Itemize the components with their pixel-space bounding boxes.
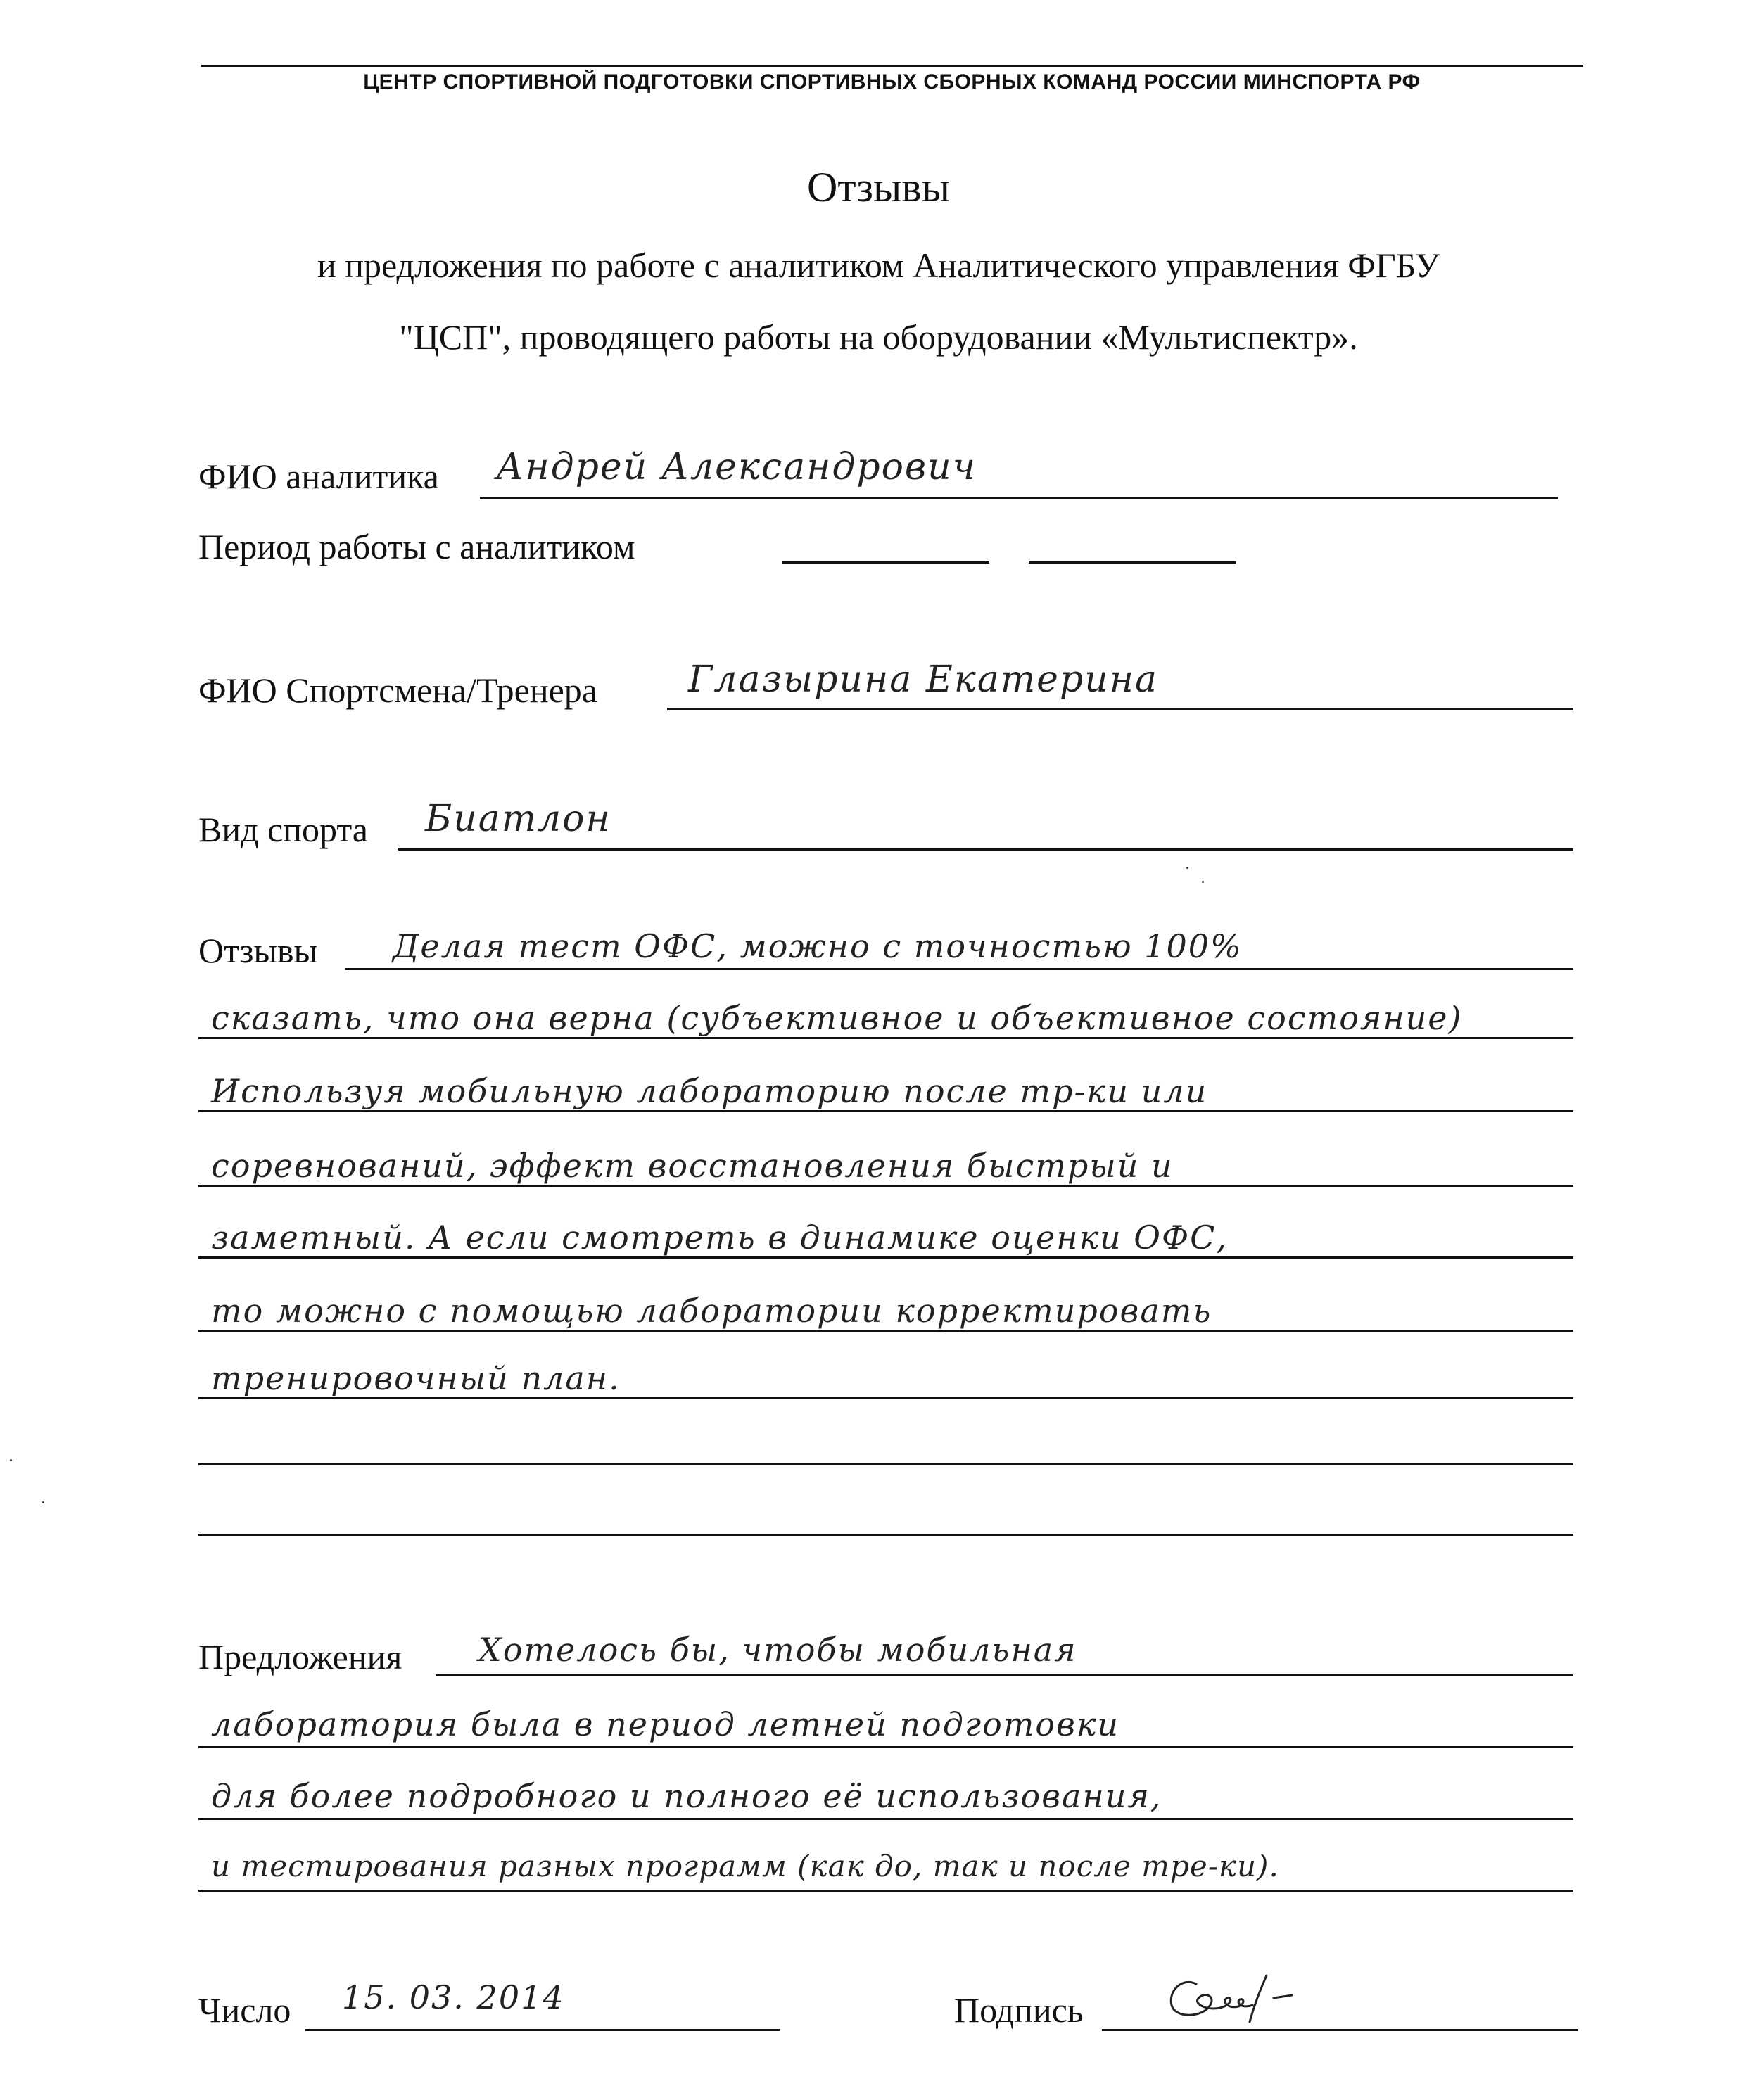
athlete-label: ФИО Спортсмена/Тренера [198, 670, 597, 710]
suggestion-line-3 [198, 1818, 1573, 1820]
review-text-line: соревнований, эффект восстановления быстрый и [211, 1147, 1174, 1185]
analyst-handwritten-value: Андрей Александрович [496, 446, 977, 488]
sport-label: Вид спорта [198, 810, 368, 849]
signature-label: Подпись [954, 1990, 1084, 2030]
subtitle-line-2: "ЦСП", проводящего работы на оборудовании «Мультиспектр». [399, 317, 1358, 357]
suggestions-label: Предложения [198, 1637, 402, 1676]
sport-line [398, 848, 1573, 851]
suggestion-text-line: Хотелось бы, чтобы мобильная [478, 1631, 1077, 1669]
review-text-line: заметный. А если смотреть в динамике оценки ОФС, [211, 1218, 1229, 1256]
suggestion-text-line: лаборатория была в период летней подготовки [211, 1705, 1119, 1743]
header-rule [201, 65, 1583, 67]
date-label: Число [198, 1990, 291, 2030]
period-label: Период работы с аналитиком [198, 527, 635, 566]
reviews-label: Отзывы [198, 931, 318, 970]
analyst-label: ФИО аналитика [198, 457, 439, 496]
suggestion-text-line: для более подробного и полного её использования, [211, 1777, 1162, 1815]
review-line-5 [198, 1256, 1573, 1259]
period-to-line [1029, 561, 1236, 564]
review-line-1 [345, 968, 1573, 970]
speck [10, 1459, 12, 1461]
speck [42, 1501, 44, 1503]
review-text-line: то можно с помощью лаборатории корректировать [211, 1292, 1212, 1330]
review-line-6 [198, 1330, 1573, 1332]
suggestion-text-line: и тестирования разных программ (как до, так и после тре-ки). [211, 1849, 1279, 1883]
analyst-line [480, 497, 1558, 499]
review-line-7 [198, 1397, 1573, 1399]
organization-header: ЦЕНТР СПОРТИВНОЙ ПОДГОТОВКИ СПОРТИВНЫХ СБОРНЫХ КОМАНД РОССИИ МИНСПОРТА РФ [363, 70, 1421, 94]
speck [1186, 867, 1188, 869]
speck [1202, 881, 1204, 883]
review-line-4 [198, 1185, 1573, 1187]
date-handwritten-value: 15. 03. 2014 [342, 1978, 565, 2016]
review-line-8 [198, 1463, 1573, 1465]
handwritten-signature [1154, 1963, 1323, 2033]
athlete-handwritten-value: Глазырина Екатерина [688, 658, 1158, 701]
review-text-line: Делая тест ОФС, можно с точностью 100% [393, 927, 1243, 965]
sport-handwritten-value: Биатлон [425, 798, 611, 840]
review-text-line: тренировочный план. [211, 1359, 621, 1397]
review-text-line: Используя мобильную лабораторию после тр-ки или [211, 1072, 1208, 1110]
review-line-9 [198, 1534, 1573, 1536]
suggestion-line-4 [198, 1890, 1573, 1892]
date-line [305, 2029, 780, 2031]
period-from-line [782, 561, 989, 564]
suggestion-line-2 [198, 1746, 1573, 1748]
subtitle-line-1: и предложения по работе с аналитиком Аналитического управления ФГБУ [317, 246, 1440, 285]
review-line-3 [198, 1110, 1573, 1112]
athlete-line [667, 708, 1573, 710]
page-title: Отзывы [807, 164, 950, 210]
suggestion-line-1 [436, 1674, 1573, 1676]
review-text-line: сказать, что она верна (субъективное и объективное состояние) [211, 999, 1463, 1037]
review-line-2 [198, 1037, 1573, 1039]
